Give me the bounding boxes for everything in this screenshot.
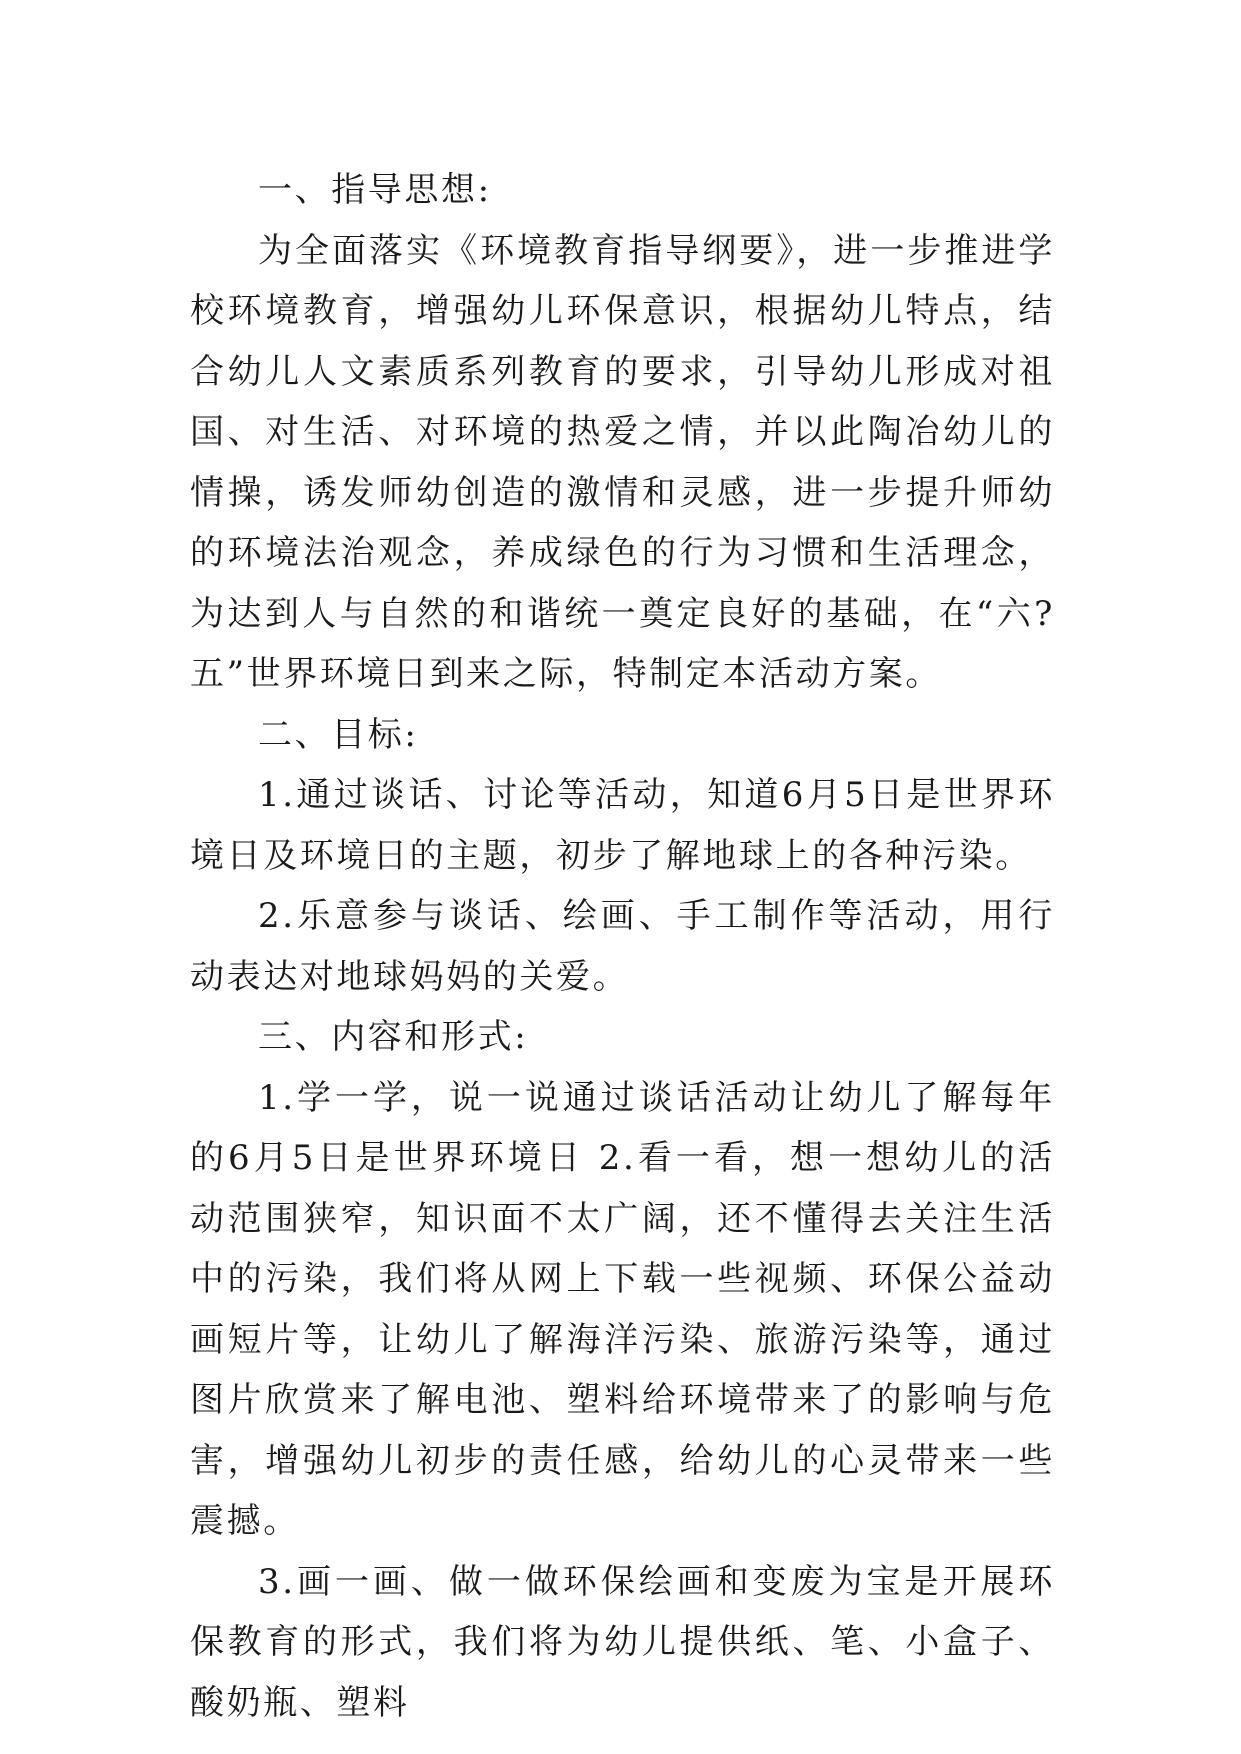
paragraph-guiding-ideology: 为全面落实《环境教育指导纲要》，进一步推进学校环境教育，增强幼儿环保意识，根据幼儿特点，结合幼儿人文素质系列教育的要求，引导幼儿形成对祖国、对生活、对环境的热爱之情，并以此陶冶幼儿的情操，诱发师幼创造的激情和灵感，进一步提升师幼的环境法治观念，养成绿色的行为习惯和生活理念，为达到人与自然的和谐统一奠定良好的基础，在“六?五”世界环境日到来之际，特制定本活动方案。 (190, 230, 1055, 694)
paragraph-goal-1: 1.通过谈话、讨论等活动，知道6月5日是世界环境日及环境日的主题，初步了解地球上的各种污染。 (190, 775, 1055, 876)
section-heading-guiding-ideology: 一、指导思想: (258, 170, 492, 210)
section-heading-goals: 二、目标: (258, 714, 419, 755)
section-heading-content-form: 三、内容和形式: (258, 1017, 529, 1057)
paragraph-content-3: 3.画一画、做一做环保绘画和变废为宝是开展环保教育的形式，我们将为幼儿提供纸、笔、小盒子、酸奶瓶、塑料 (190, 1561, 1055, 1723)
paragraph-content-1-2: 1.学一学，说一说通过谈话活动让幼儿了解每年的6月5日是世界环境日 2.看一看，想一想幼儿的活动范围狭窄，知识面不太广阔，还不懂得去关注生活中的污染，我们将从网上下载一些视频、环保公益动画短片等，让幼儿了解海洋污染、旅游污染等，通过图片欣赏来了解电池、塑料给环境带来了的影响与危害，增强幼儿初步的责任感，给幼儿的心灵带来一些震撼。 (190, 1077, 1055, 1541)
paragraph-goal-2: 2.乐意参与谈话、绘画、手工制作等活动，用行动表达对地球妈妈的关爱。 (190, 896, 1055, 997)
document-body (190, 160, 1055, 1733)
